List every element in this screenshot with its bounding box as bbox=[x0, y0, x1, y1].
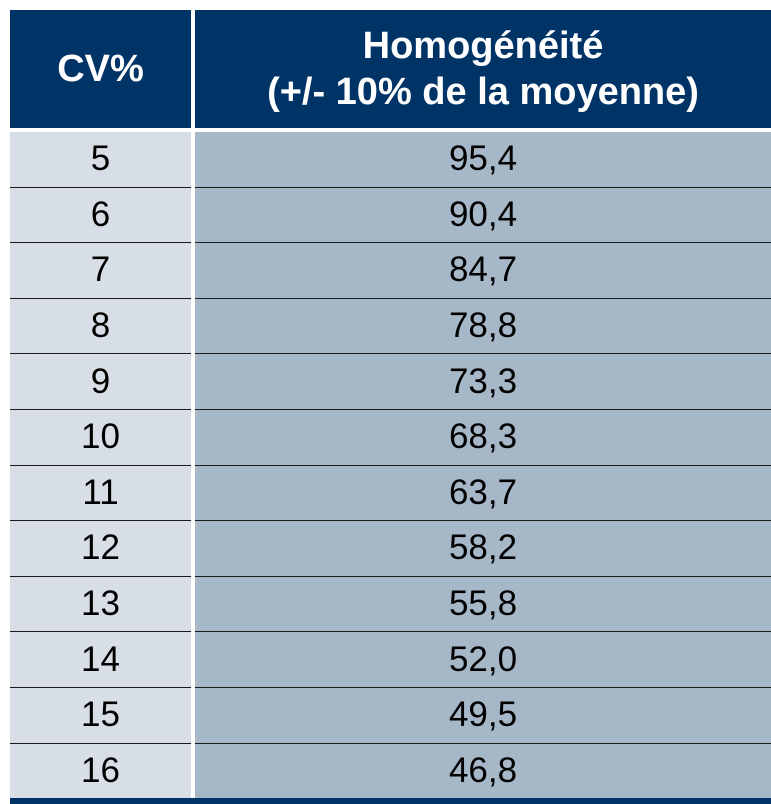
cv-cell: 16 bbox=[10, 743, 193, 801]
header-cv: CV% bbox=[10, 10, 193, 130]
table-row bbox=[10, 409, 771, 465]
table-row bbox=[10, 187, 771, 243]
homogeneity-cell: 73,3 bbox=[193, 354, 771, 410]
cv-cell: 12 bbox=[10, 521, 193, 577]
table-row bbox=[10, 687, 771, 743]
cv-cell: 14 bbox=[10, 632, 193, 688]
homogeneity-cell: 84,7 bbox=[193, 243, 771, 299]
homogeneity-cell: 46,8 bbox=[193, 743, 771, 801]
homogeneity-cell: 55,8 bbox=[193, 576, 771, 632]
cv-cell: 6 bbox=[10, 187, 193, 243]
homogeneity-cell: 90,4 bbox=[193, 187, 771, 243]
cv-cell: 9 bbox=[10, 354, 193, 410]
table-row bbox=[10, 743, 771, 801]
homogeneity-cell: 63,7 bbox=[193, 465, 771, 521]
cv-cell: 8 bbox=[10, 298, 193, 354]
table-container bbox=[10, 10, 771, 804]
table-header-row bbox=[10, 10, 771, 130]
cv-cell: 10 bbox=[10, 409, 193, 465]
homogeneity-cell: 95,4 bbox=[193, 130, 771, 187]
table-row bbox=[10, 298, 771, 354]
homogeneity-cell: 78,8 bbox=[193, 298, 771, 354]
header-homogeneity bbox=[193, 10, 771, 130]
table-row bbox=[10, 354, 771, 410]
table-row bbox=[10, 576, 771, 632]
table-row bbox=[10, 465, 771, 521]
cv-cell: 7 bbox=[10, 243, 193, 299]
table-row bbox=[10, 130, 771, 187]
homogeneity-cell: 49,5 bbox=[193, 687, 771, 743]
table-row bbox=[10, 243, 771, 299]
cv-cell: 11 bbox=[10, 465, 193, 521]
table-row bbox=[10, 632, 771, 688]
cv-cell: 13 bbox=[10, 576, 193, 632]
homogeneity-cell: 68,3 bbox=[193, 409, 771, 465]
homogeneity-table bbox=[10, 10, 771, 804]
cv-cell: 15 bbox=[10, 687, 193, 743]
header-homogeneity-line2: (+/- 10% de la moyenne) bbox=[267, 71, 699, 113]
table-row bbox=[10, 521, 771, 577]
header-homogeneity-line1: Homogénéité bbox=[362, 25, 604, 67]
cv-cell: 5 bbox=[10, 130, 193, 187]
homogeneity-cell: 58,2 bbox=[193, 521, 771, 577]
homogeneity-cell: 52,0 bbox=[193, 632, 771, 688]
